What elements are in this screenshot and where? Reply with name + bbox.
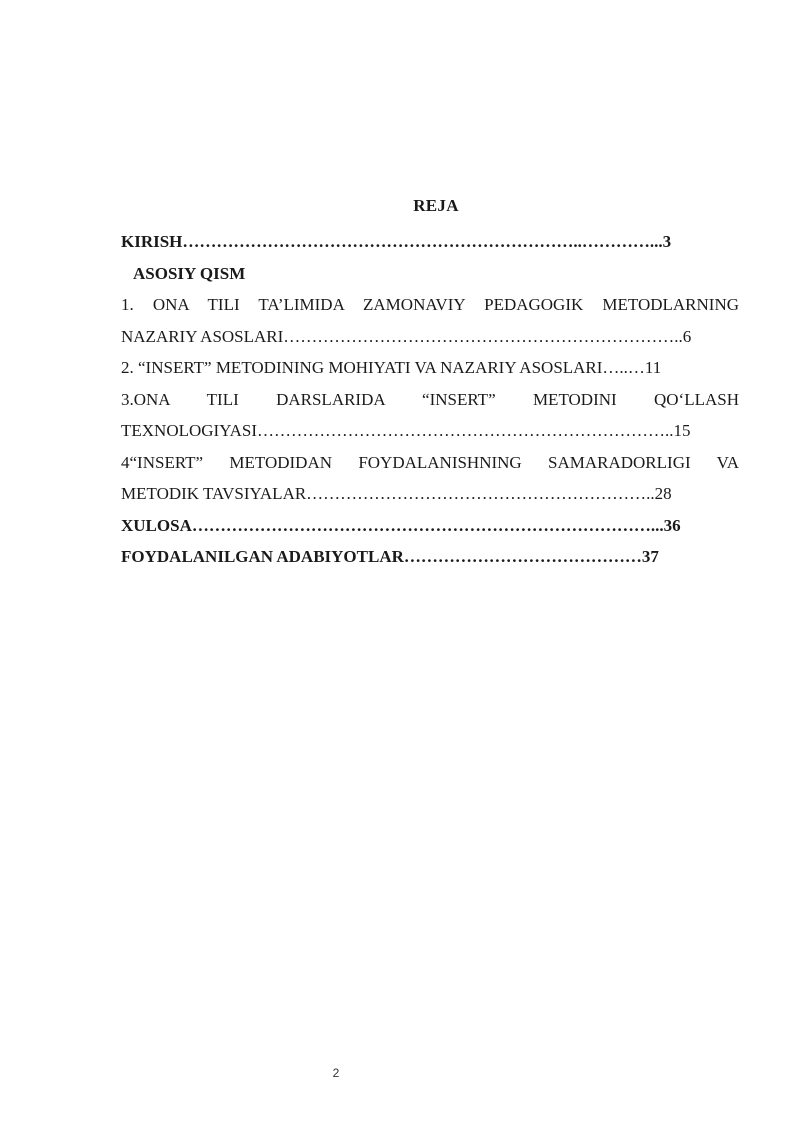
toc-entry-3-line-1: 3.ONA TILI DARSLARIDA “INSERT” METODINI QO‘LLASH [121, 389, 739, 409]
toc-entry-3-line-2: TEXNOLOGIYASI………………………………………………………………..15 [121, 421, 691, 440]
toc-entry-4-line-1: 4“INSERT” METODIDAN FOYDALANISHNING SAMARADORLIGI VA [121, 452, 739, 472]
table-of-contents [121, 226, 739, 573]
page-title: REJA [413, 196, 459, 215]
toc-section-heading: ASOSIY QISM [133, 263, 246, 283]
toc-entry-references: FOYDALANILGAN ADABIYOTLAR……………………………………37 [121, 547, 659, 566]
page-number: 2 [332, 1066, 340, 1080]
toc-entry-2: 2. “INSERT” METODINING MOHIYATI VA NAZARIY ASOSLARI…..…11 [121, 358, 662, 377]
toc-entry-1-line-1: 1. ONA TILI TA’LIMIDA ZAMONAVIY PEDAGOGIK METODLARNING [121, 295, 739, 314]
toc-entry-4-line-2: METODIK TAVSIYALAR……………………………………………………..28 [121, 484, 672, 503]
toc-entry-xulosa: XULOSA………………………………………………………………………...36 [121, 515, 681, 535]
toc-entry-kirish: KIRISH……………………………………………………………..…………...3 [121, 232, 672, 251]
toc-entry-1-line-2: NAZARIY ASOSLARI……………………………………………………………..6 [121, 326, 692, 346]
